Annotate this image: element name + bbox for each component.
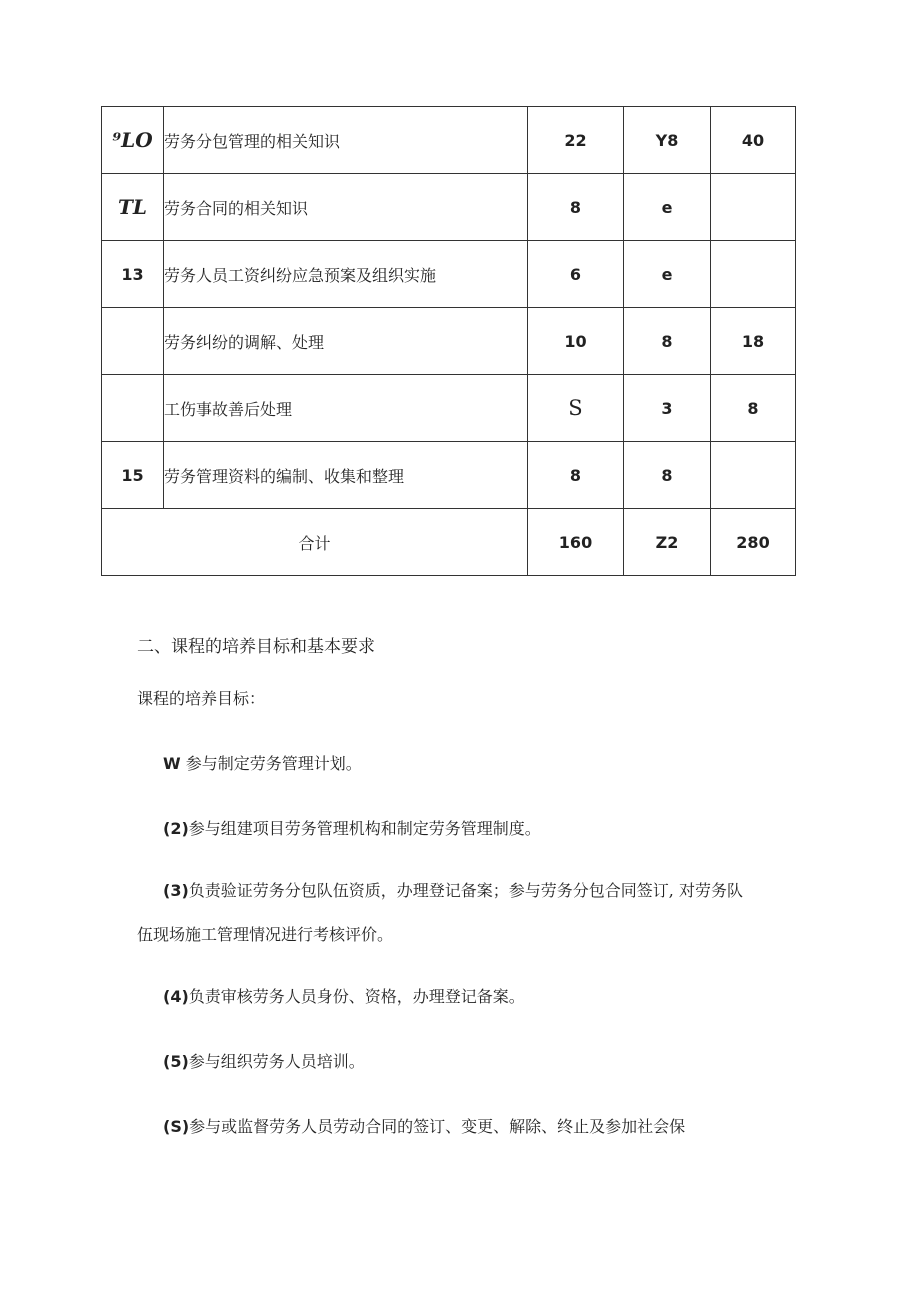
module-name: 劳务纠纷的调解、处理: [164, 308, 528, 375]
practice-hours: e: [624, 174, 711, 241]
goal-marker: (3): [163, 881, 189, 900]
goal-marker: (S): [163, 1117, 190, 1136]
table-row: [102, 442, 796, 509]
module-name: 劳务合同的相关知识: [164, 174, 528, 241]
row-number: [102, 308, 164, 375]
goal-text: 参与或监督劳务人员劳动合同的签订、变更、解除、终止及参加社会保: [189, 1117, 686, 1136]
total-hours: 40: [711, 107, 796, 174]
goals-intro: 课程的培养目标：: [137, 689, 266, 708]
practice-hours: 8: [624, 308, 711, 375]
total-hours: 18: [711, 308, 796, 375]
practice-hours: 8: [624, 442, 711, 509]
total-theory-hours: 160: [528, 509, 624, 576]
course-hours-table: [101, 106, 796, 576]
goal-item: [163, 753, 362, 775]
table-row: [102, 107, 796, 174]
total-hours: [711, 241, 796, 308]
row-number: [102, 375, 164, 442]
theory-hours: 10: [528, 308, 624, 375]
table-total-row: [102, 509, 796, 576]
table-row: [102, 241, 796, 308]
row-number: 13: [102, 241, 164, 308]
goal-text: 负责审核劳务人员身份、资格，办理登记备案。: [188, 987, 525, 1006]
goal-marker: (5): [163, 1052, 189, 1071]
row-number: 15: [102, 442, 164, 509]
table-row: [102, 308, 796, 375]
module-name: 工伤事故善后处理: [164, 375, 528, 442]
total-label: 合计: [102, 509, 528, 576]
table-row: [102, 174, 796, 241]
theory-hours: 6: [528, 241, 624, 308]
table-row: [102, 375, 796, 442]
total-hours: [711, 442, 796, 509]
goal-item: [163, 880, 743, 902]
module-name: 劳务管理资料的编制、收集和整理: [164, 442, 528, 509]
section-heading: 二、课程的培养目标和基本要求: [137, 637, 375, 657]
practice-hours: 3: [624, 375, 711, 442]
theory-hours: 22: [528, 107, 624, 174]
goal-text: 参与组织劳务人员培训。: [188, 1052, 365, 1071]
theory-hours: 8: [528, 442, 624, 509]
goal-marker: (4): [163, 987, 189, 1006]
total-practice-hours: Z2: [624, 509, 711, 576]
total-hours: 8: [711, 375, 796, 442]
row-number: TL: [102, 174, 164, 241]
goal-text: 参与组建项目劳务管理机构和制定劳务管理制度。: [188, 819, 541, 838]
theory-hours: S: [528, 375, 624, 442]
goal-item: [163, 986, 525, 1008]
goal-item-continuation: [137, 924, 393, 946]
practice-hours: e: [624, 241, 711, 308]
module-name: 劳务人员工资纠纷应急预案及组织实施: [164, 241, 528, 308]
row-number: ⁹LO: [102, 107, 164, 174]
goal-text: 负责验证劳务分包队伍资质，办理登记备案；参与劳务分包合同签订, 对劳务队: [188, 881, 743, 900]
goal-item: [163, 818, 541, 840]
goal-marker: (2): [163, 819, 189, 838]
practice-hours: Y8: [624, 107, 711, 174]
goal-text: 参与制定劳务管理计划。: [180, 754, 362, 773]
module-name: 劳务分包管理的相关知识: [164, 107, 528, 174]
goal-item: [163, 1051, 365, 1073]
goal-item: [163, 1116, 685, 1138]
goal-text: 伍现场施工管理情况进行考核评价。: [137, 925, 394, 944]
theory-hours: 8: [528, 174, 624, 241]
total-hours: [711, 174, 796, 241]
goal-marker: W: [163, 754, 181, 773]
grand-total-hours: 280: [711, 509, 796, 576]
